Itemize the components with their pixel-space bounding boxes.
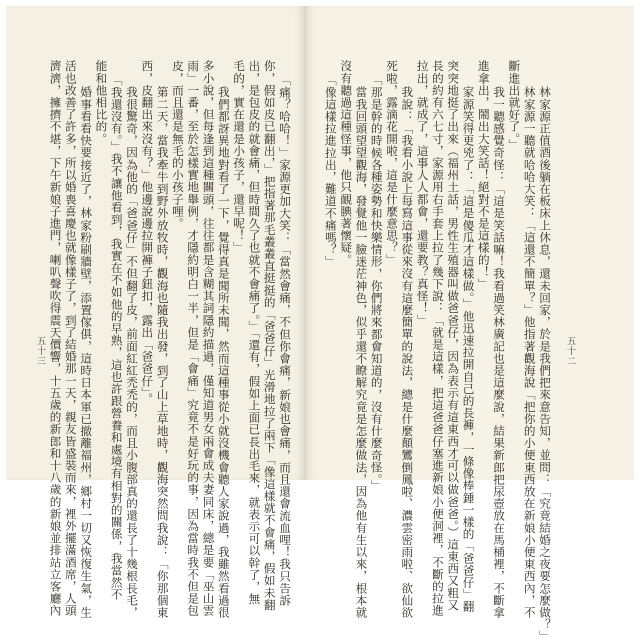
text-column: 我很驚奇，因為他的「爸爸仔」不但翻了皮，前面紅紅禿禿的，而且小腹部真的還長了十幾根長毛， <box>125 85 140 618</box>
text-column: 沒有聽過這種怪事，他只靦腆著懷疑。 <box>339 60 354 266</box>
text-column: 突突地挺了出來（福州土話，男性生殖器叫做爸爸仔，因為表示有這東西才可以做爸爸。）這東西又粗又 <box>446 60 461 611</box>
text-column: 林家源正值酒後躺在板床上休息，還未回家，於是我們把來意告知，並問：「究竟結婚之夜要怎麼做？」 <box>538 85 552 642</box>
text-column: 我一聽感覺奇怪：「這是笑話嘛！我看過笑林廣記也是這麼說，結果新郎把尿壺放在馬桶裡，不斷拿 <box>492 85 507 618</box>
text-column: 第二天，當我牽牛到野外放牧時，觀海也隨我出發，到了山上草地時，觀海突然問我說：「你那個東 <box>155 85 170 618</box>
right-page-text <box>323 60 552 642</box>
text-column: 「像這樣拉進拉出，難道不痛嗎？」 <box>323 73 338 268</box>
text-column: 濟濟，擁擠不堪，下午新娘子進門，喇叭聲吹得震天價響，十五歲的新郎和十八歲的新娘並排站立客廳內 <box>48 60 63 617</box>
text-column: 你，假如皮已翻出，」把指著那毛叢叢直挺挺的「爸爸仔」光滑地拉了兩下「像這樣就不會痛，假如未翻 <box>262 60 277 611</box>
text-column: 進拿出，鬧出大笑話！絕對不是這樣的！」 <box>476 60 491 290</box>
text-column: 皮，而且還是無毛的小孩子哩。 <box>170 60 185 230</box>
text-column: 毛的，實在還是小孩子，還早呢！」 <box>232 60 247 254</box>
text-column: 多小說，但每逢到這種關頭，往往都是含糊其詞隱約描過，僅知道男女兩會成夫妻同床，總是要「巫山雲 <box>201 60 216 617</box>
right-page-number: 五十二 <box>565 336 575 366</box>
text-column: 家源笑得更兇了：「這是傻瓜才這樣做。」他迅速拉開自己的長褲，一條像棒錘一樣的「爸爸仔」翻 <box>461 85 476 613</box>
text-column: 我們都訝異地對看了一下，覺得真是聞所未聞，然而這種事從小就沒機會聽人家說過，我雖然看過很 <box>216 85 231 618</box>
text-column: 長的約有六七寸，家源用右手套上拉了幾下說：「就是這樣，把這爸爸仔塞進新娘小便洞裡，不斷的拉進 <box>430 60 445 617</box>
text-column: 出，是包皮的就會痛，但時間久了也就不會痛了。」「還有，假如上面已長出毛來，就表示可以幹了，無 <box>247 60 262 605</box>
text-column: 婚事看看快要接近了，林家粉刷牆壁，添置傢俱，這時日本軍已撤離福州，鄉村一切又恢復生氣，生 <box>79 85 94 618</box>
text-column: 斷進出就好了。」 <box>507 60 522 151</box>
text-column: 「那是幹的時候各種姿勢和快樂情形，你們將來都會知道的，沒有什麼奇怪。」 <box>369 73 384 492</box>
text-column: 「我還沒有。」我不讓他看到，我實在不如他的早熟，這也許跟營養和處境有相對的關係，我當然不 <box>109 73 124 601</box>
left-page <box>6 6 306 618</box>
text-column: 林家源一聽就哈哈大笑：「這還不簡單？」他指著觀海說「把你的小便東西放在新娘小便東西內，不 <box>522 85 537 618</box>
text-column: 死啦，露滴花開啦，這是什麼意思？」 <box>385 60 400 266</box>
text-column: 能和他相比的。 <box>94 60 109 145</box>
text-column: 活也改善了許多，所以婚喪喜慶也就像樣子了，到了結婚那一天，親友皆盛裝而來，裡外擺滿酒席，人頭 <box>63 60 78 617</box>
right-page <box>306 6 634 642</box>
text-column: 拉出，就成了，這事人人都會，還要教？真怪！」 <box>415 60 430 327</box>
text-column: 西，皮翻出來沒有？」他邊說邊拉開褲子鈕扣，露出「爸爸仔」。 <box>140 60 155 406</box>
left-page-text <box>47 60 292 618</box>
text-column: 我說：「我看小說上每寫這事從來沒有這麼簡單的說法，總是什麼顛鸞倒鳳啦、濃雲密雨啦、欲仙欲 <box>400 85 415 618</box>
text-column: 當我回頭望望觀海，發覺他一臉迷茫神色，似乎還不瞭解究竟是怎麼做法，因為他有生以來，根本就 <box>354 85 369 618</box>
left-page-number: 五十三 <box>35 336 45 366</box>
text-column: 雨」一番，至於怎樣實地舉例，才隱約明白一半，但是「會痛」究竟不是好玩的事，因為當時我不但是包 <box>186 60 201 617</box>
text-column: 「痛？哈哈！」家源更加大笑：「當然會痛，不但你會痛，新娘也會痛，而且還會流血哩！我只告訴 <box>278 73 292 607</box>
